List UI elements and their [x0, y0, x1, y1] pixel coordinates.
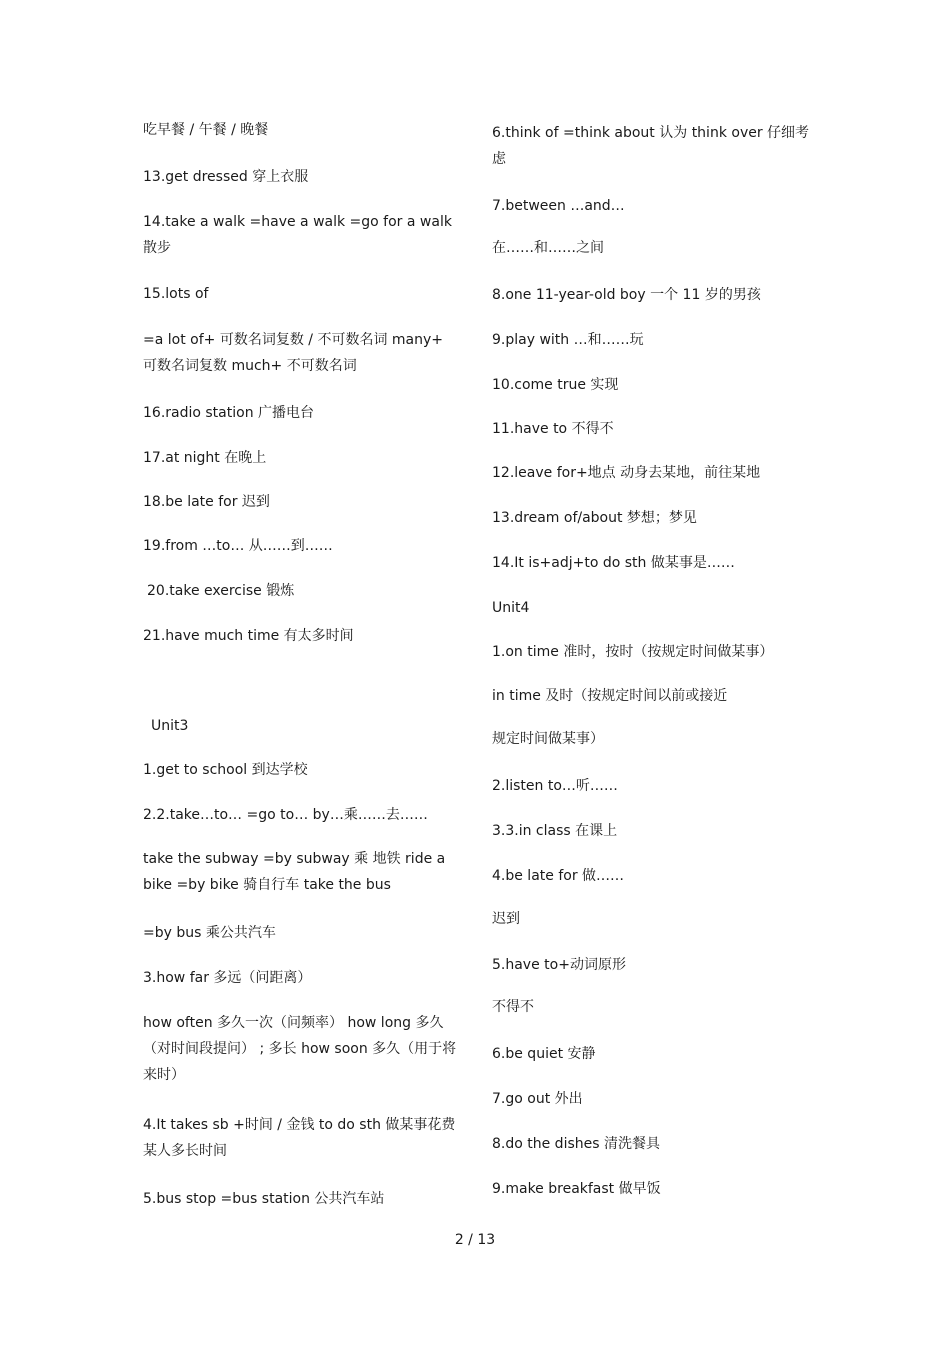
text-line: 9.make breakfast 做早饭	[492, 1181, 661, 1197]
text-line: 4.be late for 做……	[492, 868, 625, 884]
text-line: 8.one 11-year-old boy 一个 11 岁的男孩	[492, 287, 761, 303]
text-line: 14.take a walk =have a walk =go for a walk 散步	[143, 214, 452, 256]
text-line: 14.It is+adj+to do sth 做某事是……	[492, 555, 735, 571]
text-line: 13.get dressed 穿上衣服	[143, 169, 309, 185]
text-line: 16.radio station 广播电台	[143, 405, 315, 421]
text-line: 20.take exercise 锻炼	[147, 583, 295, 599]
text-line: 11.have to 不得不	[492, 421, 614, 437]
text-line: 5.have to+动词原形	[492, 957, 626, 973]
text-line: 3.how far 多远（问距离）	[143, 970, 312, 986]
text-line: 2.2.take…to… =go to… by…乘……去……	[143, 807, 428, 823]
text-line: take the subway =by subway 乘 地铁 ride a bike =by bike 骑自行车 take the bus	[143, 851, 446, 893]
text-line: 吃早餐 / 午餐 / 晚餐	[143, 122, 269, 138]
text-line: 5.bus stop =bus station 公共汽车站	[143, 1191, 385, 1207]
text-line: =a lot of+ 可数名词复数 / 不可数名词 many+ 可数名词复数 much+ 不可数名词	[143, 332, 444, 374]
text-line: 3.3.in class 在课上	[492, 823, 618, 839]
text-line: 4.It takes sb +时间 / 金钱 to do sth 做某事花费某人多长时间	[143, 1117, 456, 1159]
text-line: 在……和……之间	[492, 240, 604, 256]
text-line: 7.go out 外出	[492, 1091, 583, 1107]
text-line: 15.lots of	[143, 286, 209, 302]
text-line: 12.leave for+地点 动身去某地，前往某地	[492, 465, 761, 481]
text-line: =by bus 乘公共汽车	[143, 925, 276, 941]
text-line: 19.from …to… 从……到……	[143, 538, 333, 554]
page-number: 2 / 13	[454, 1232, 496, 1248]
text-line: 7.between …and…	[492, 198, 625, 214]
unit-heading: Unit4	[492, 600, 530, 616]
text-line: 迟到	[492, 911, 520, 927]
text-line: 9.play with …和……玩	[492, 332, 644, 348]
text-line: 1.on time 准时，按时（按规定时间做某事）	[492, 644, 774, 660]
text-line: how often 多久一次（问频率） how long 多久（对时间段提问） ; 多长 how soon 多久（用于将来时）	[143, 1015, 457, 1083]
text-line: 6.be quiet 安静	[492, 1046, 596, 1062]
text-line: 8.do the dishes 清洗餐具	[492, 1136, 660, 1152]
text-line: 6.think of =think about 认为 think over 仔细考虑	[492, 125, 810, 167]
unit-heading: Unit3	[151, 718, 189, 734]
text-line: 17.at night 在晚上	[143, 450, 267, 466]
text-line: 规定时间做某事）	[492, 731, 604, 747]
text-line: 13.dream of/about 梦想；梦见	[492, 510, 697, 526]
text-line: 10.come true 实现	[492, 377, 619, 393]
text-line: 1.get to school 到达学校	[143, 762, 308, 778]
text-line: in time 及时（按规定时间以前或接近	[492, 688, 728, 704]
text-line: 2.listen to…听……	[492, 778, 618, 794]
text-line: 21.have much time 有太多时间	[143, 628, 354, 644]
text-line: 18.be late for 迟到	[143, 494, 270, 510]
text-line: 不得不	[492, 999, 534, 1015]
